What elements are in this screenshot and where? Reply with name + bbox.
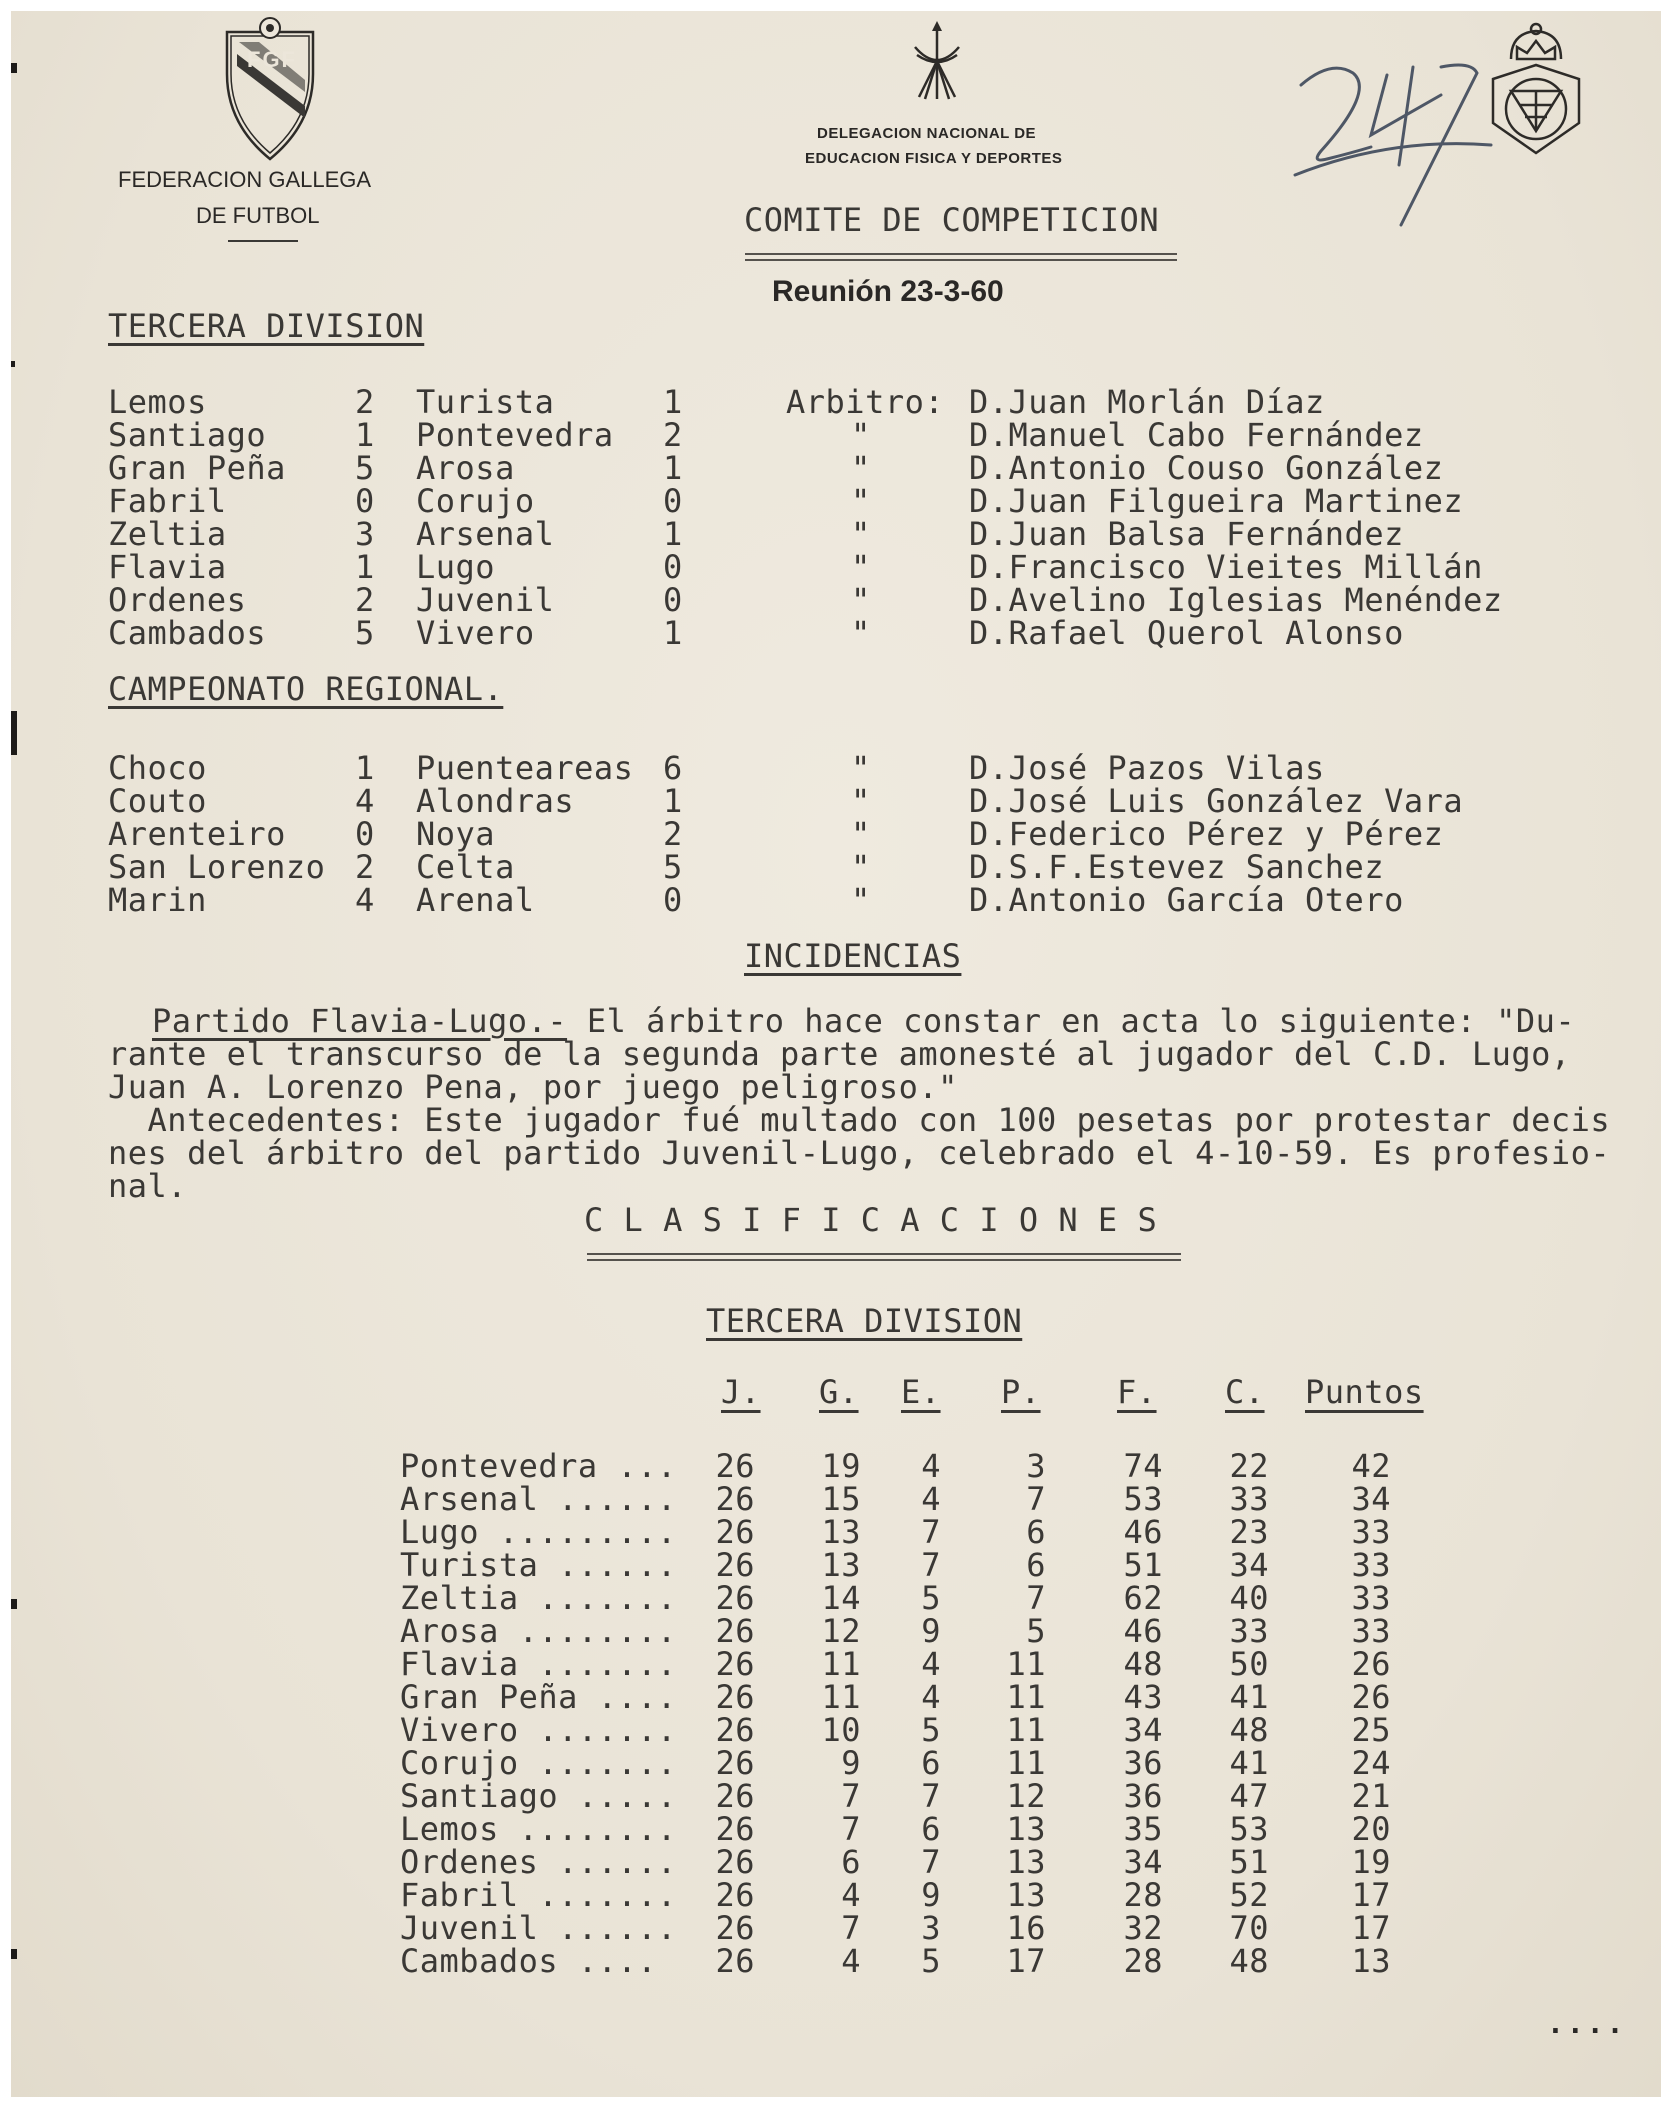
home-goals: 5 — [355, 449, 375, 487]
lost: 16 — [1006, 1909, 1046, 1947]
won: 9 — [841, 1744, 861, 1782]
goals-for: 48 — [1123, 1645, 1163, 1683]
goals-against: 70 — [1229, 1909, 1269, 1947]
home-team: Arenteiro — [108, 815, 286, 853]
drawn: 6 — [921, 1810, 941, 1848]
points: 13 — [1351, 1942, 1391, 1980]
incidencias-title: INCIDENCIAS — [744, 937, 962, 975]
lost: 13 — [1006, 1876, 1046, 1914]
goals-against: 51 — [1229, 1843, 1269, 1881]
lost: 17 — [1006, 1942, 1046, 1980]
referee-label: " — [851, 749, 871, 787]
points: 17 — [1351, 1876, 1391, 1914]
lost: 3 — [1026, 1447, 1046, 1485]
referee-name: D.Juan Balsa Fernández — [969, 515, 1404, 553]
goals-against: 50 — [1229, 1645, 1269, 1683]
federation-name-line-2: DE FUTBOL — [196, 203, 320, 228]
home-goals: 3 — [355, 515, 375, 553]
goals-against: 53 — [1229, 1810, 1269, 1848]
points: 25 — [1351, 1711, 1391, 1749]
referee-label: " — [851, 548, 871, 586]
home-team: Cambados — [108, 614, 267, 652]
lost: 12 — [1006, 1777, 1046, 1815]
goals-for: 34 — [1123, 1711, 1163, 1749]
drawn: 3 — [921, 1909, 941, 1947]
played: 26 — [715, 1876, 755, 1914]
lost: 6 — [1026, 1513, 1046, 1551]
home-goals: 1 — [355, 548, 375, 586]
incidencias-line-6: nal. — [108, 1167, 188, 1205]
points: 33 — [1351, 1612, 1391, 1650]
goals-for: 36 — [1123, 1744, 1163, 1782]
away-goals: 5 — [663, 848, 683, 886]
referee-label: " — [851, 581, 871, 619]
won: 13 — [821, 1546, 861, 1584]
tercera-division-title: TERCERA DIVISION — [108, 307, 425, 345]
home-team: Gran Peña — [108, 449, 286, 487]
goals-for: 28 — [1123, 1942, 1163, 1980]
match-result-row — [11, 383, 1661, 421]
team-name: Ordenes ...... — [400, 1843, 677, 1881]
won: 19 — [821, 1447, 861, 1485]
drawn: 7 — [921, 1843, 941, 1881]
played: 26 — [715, 1810, 755, 1848]
played: 26 — [715, 1480, 755, 1518]
won: 11 — [821, 1645, 861, 1683]
referee-label: " — [851, 482, 871, 520]
away-team: Arosa — [416, 449, 515, 487]
campeonato-regional-title: CAMPEONATO REGIONAL. — [108, 670, 504, 708]
away-team: Arenal — [416, 881, 535, 919]
drawn: 4 — [921, 1447, 941, 1485]
referee-name: D.José Luis González Vara — [969, 782, 1464, 820]
won: 4 — [841, 1876, 861, 1914]
lost: 11 — [1006, 1645, 1046, 1683]
goals-against: 52 — [1229, 1876, 1269, 1914]
incidencias-match-label: Partido Flavia-Lugo.- — [152, 1002, 568, 1040]
match-result-row — [11, 749, 1661, 787]
team-name: Flavia ....... — [400, 1645, 677, 1683]
away-team: Corujo — [416, 482, 535, 520]
clasificaciones-title: C L A S I F I C A C I O N E S — [584, 1201, 1158, 1239]
won: 7 — [841, 1909, 861, 1947]
won: 13 — [821, 1513, 861, 1551]
goals-against: 48 — [1229, 1711, 1269, 1749]
goals-against: 41 — [1229, 1744, 1269, 1782]
header-puntos: Puntos — [1305, 1373, 1424, 1411]
goals-against: 47 — [1229, 1777, 1269, 1815]
drawn: 9 — [921, 1612, 941, 1650]
federation-name-line-1: FEDERACION GALLEGA — [118, 167, 372, 192]
standings-row — [11, 1612, 1661, 1650]
punch-mark — [11, 361, 15, 367]
drawn: 4 — [921, 1678, 941, 1716]
referee-label: " — [851, 848, 871, 886]
away-goals: 6 — [663, 749, 683, 787]
referee-name: D.Avelino Iglesias Menéndez — [969, 581, 1503, 619]
home-goals: 1 — [355, 749, 375, 787]
drawn: 4 — [921, 1645, 941, 1683]
lost: 11 — [1006, 1678, 1046, 1716]
away-team: Celta — [416, 848, 515, 886]
played: 26 — [715, 1546, 755, 1584]
away-goals: 1 — [663, 782, 683, 820]
team-name: Corujo ....... — [400, 1744, 677, 1782]
away-goals: 1 — [663, 383, 683, 421]
match-result-row — [11, 515, 1661, 553]
played: 26 — [715, 1777, 755, 1815]
standings-row — [11, 1876, 1661, 1914]
goals-against: 48 — [1229, 1942, 1269, 1980]
points: 17 — [1351, 1909, 1391, 1947]
match-result-row — [11, 782, 1661, 820]
standings-row — [11, 1678, 1661, 1716]
incidencias-paragraph — [108, 1002, 1676, 1205]
team-name: Arosa ........ — [400, 1612, 677, 1650]
points: 26 — [1351, 1645, 1391, 1683]
away-team: Noya — [416, 815, 496, 853]
goals-against: 34 — [1229, 1546, 1269, 1584]
goals-for: 46 — [1123, 1612, 1163, 1650]
yoke-and-arrows-emblem — [909, 21, 965, 101]
meeting-date: Reunión 23-3-60 — [772, 275, 1004, 308]
delegation-line-1: DELEGACION NACIONAL DE — [817, 125, 1037, 142]
lost: 13 — [1006, 1810, 1046, 1848]
drawn: 5 — [921, 1579, 941, 1617]
referee-label: " — [851, 515, 871, 553]
standings-row — [11, 1744, 1661, 1782]
referee-label: " — [851, 416, 871, 454]
home-team: Ordenes — [108, 581, 247, 619]
away-goals: 0 — [663, 482, 683, 520]
standings-row — [11, 1810, 1661, 1848]
referee-name: D.S.F.Estevez Sanchez — [969, 848, 1385, 886]
goals-for: 74 — [1123, 1447, 1163, 1485]
rfef-crest-emblem — [1481, 19, 1591, 169]
points: 21 — [1351, 1777, 1391, 1815]
referee-name: D.Juan Filgueira Martinez — [969, 482, 1464, 520]
goals-for: 62 — [1123, 1579, 1163, 1617]
home-team: Flavia — [108, 548, 227, 586]
lost: 7 — [1026, 1480, 1046, 1518]
match-result-row — [11, 482, 1661, 520]
standings-row — [11, 1843, 1661, 1881]
drawn: 7 — [921, 1777, 941, 1815]
home-team: Marin — [108, 881, 207, 919]
goals-for: 32 — [1123, 1909, 1163, 1947]
played: 26 — [715, 1513, 755, 1551]
away-team: Lugo — [416, 548, 496, 586]
away-team: Turista — [416, 383, 555, 421]
drawn: 7 — [921, 1513, 941, 1551]
goals-against: 40 — [1229, 1579, 1269, 1617]
goals-for: 36 — [1123, 1777, 1163, 1815]
federation-divider — [228, 240, 298, 242]
standings-row — [11, 1579, 1661, 1617]
home-goals: 0 — [355, 815, 375, 853]
team-name: Pontevedra ... — [400, 1447, 677, 1485]
away-team: Alondras — [416, 782, 575, 820]
header-c: C. — [1225, 1373, 1265, 1411]
referee-name: D.Antonio Couso González — [969, 449, 1444, 487]
match-result-row — [11, 815, 1661, 853]
document-page — [11, 11, 1661, 2097]
incidencias-line-3: Juan A. Lorenzo Pena, por juego peligroso." — [108, 1068, 958, 1106]
team-name: Vivero ....... — [400, 1711, 677, 1749]
goals-for: 43 — [1123, 1678, 1163, 1716]
away-team: Pontevedra — [416, 416, 614, 454]
clasificaciones-double-rule — [587, 1253, 1181, 1255]
away-team: Puenteareas — [416, 749, 634, 787]
drawn: 5 — [921, 1711, 941, 1749]
referee-name: D.Federico Pérez y Pérez — [969, 815, 1444, 853]
team-name: Zeltia ....... — [400, 1579, 677, 1617]
won: 6 — [841, 1843, 861, 1881]
away-goals: 1 — [663, 449, 683, 487]
won: 11 — [821, 1678, 861, 1716]
team-name: Santiago ..... — [400, 1777, 677, 1815]
points: 26 — [1351, 1678, 1391, 1716]
home-goals: 1 — [355, 416, 375, 454]
standings-header-row — [11, 1373, 1661, 1411]
match-result-row — [11, 614, 1661, 652]
standings-subtitle: TERCERA DIVISION — [706, 1302, 1023, 1340]
header-e: E. — [901, 1373, 941, 1411]
standings-row — [11, 1777, 1661, 1815]
match-result-row — [11, 449, 1661, 487]
incidencias-line-4: Antecedentes: Este jugador fué multado con 100 pesetas por protestar decis — [108, 1101, 1611, 1139]
drawn: 7 — [921, 1546, 941, 1584]
federation-shield-letters: FGF — [247, 47, 297, 72]
drawn: 5 — [921, 1942, 941, 1980]
played: 26 — [715, 1645, 755, 1683]
team-name: Juvenil ...... — [400, 1909, 677, 1947]
goals-against: 23 — [1229, 1513, 1269, 1551]
won: 7 — [841, 1777, 861, 1815]
match-result-row — [11, 581, 1661, 619]
away-team: Juvenil — [416, 581, 555, 619]
match-result-row — [11, 881, 1661, 919]
committee-double-rule — [745, 253, 1177, 255]
standings-row — [11, 1447, 1661, 1485]
home-goals: 4 — [355, 881, 375, 919]
standings-row — [11, 1546, 1661, 1584]
referee-label: " — [851, 449, 871, 487]
played: 26 — [715, 1744, 755, 1782]
lost: 11 — [1006, 1744, 1046, 1782]
away-goals: 0 — [663, 548, 683, 586]
played: 26 — [715, 1843, 755, 1881]
standings-row — [11, 1513, 1661, 1551]
away-goals: 2 — [663, 416, 683, 454]
won: 10 — [821, 1711, 861, 1749]
points: 19 — [1351, 1843, 1391, 1881]
drawn: 4 — [921, 1480, 941, 1518]
referee-name: D.Antonio García Otero — [969, 881, 1404, 919]
won: 14 — [821, 1579, 861, 1617]
home-goals: 4 — [355, 782, 375, 820]
team-name: Turista ...... — [400, 1546, 677, 1584]
header-g: G. — [819, 1373, 859, 1411]
referee-label: Arbitro: — [786, 383, 945, 421]
goals-for: 28 — [1123, 1876, 1163, 1914]
drawn: 9 — [921, 1876, 941, 1914]
standings-row — [11, 1942, 1661, 1980]
home-team: Santiago — [108, 416, 267, 454]
home-goals: 5 — [355, 614, 375, 652]
lost: 5 — [1026, 1612, 1046, 1650]
played: 26 — [715, 1579, 755, 1617]
standings-row — [11, 1480, 1661, 1518]
punch-mark — [11, 63, 17, 73]
team-name: Arsenal ...... — [400, 1480, 677, 1518]
won: 12 — [821, 1612, 861, 1650]
goals-against: 41 — [1229, 1678, 1269, 1716]
lost: 11 — [1006, 1711, 1046, 1749]
home-goals: 2 — [355, 581, 375, 619]
referee-label: " — [851, 782, 871, 820]
incidencias-line-2: rante el transcurso de la segunda parte amonesté al jugador del C.D. Lugo, — [108, 1035, 1571, 1073]
played: 26 — [715, 1711, 755, 1749]
handwritten-number-text — [1311, 91, 1315, 93]
points: 34 — [1351, 1480, 1391, 1518]
federation-shield-logo — [219, 14, 321, 164]
standings-row — [11, 1711, 1661, 1749]
match-result-row — [11, 548, 1661, 586]
won: 15 — [821, 1480, 861, 1518]
standings-row — [11, 1645, 1661, 1683]
home-team: Couto — [108, 782, 207, 820]
played: 26 — [715, 1942, 755, 1980]
goals-against: 33 — [1229, 1480, 1269, 1518]
referee-label: " — [851, 815, 871, 853]
away-goals: 1 — [663, 614, 683, 652]
goals-against: 33 — [1229, 1612, 1269, 1650]
played: 26 — [715, 1447, 755, 1485]
team-name: Cambados .... — [400, 1942, 657, 1980]
standings-row — [11, 1909, 1661, 1947]
header-p: P. — [1001, 1373, 1041, 1411]
away-goals: 1 — [663, 515, 683, 553]
points: 33 — [1351, 1513, 1391, 1551]
referee-name: D.José Pazos Vilas — [969, 749, 1325, 787]
delegation-line-2: EDUCACION FISICA Y DEPORTES — [805, 150, 1063, 167]
won: 4 — [841, 1942, 861, 1980]
home-goals: 2 — [355, 848, 375, 886]
goals-for: 53 — [1123, 1480, 1163, 1518]
played: 26 — [715, 1612, 755, 1650]
home-team: Zeltia — [108, 515, 227, 553]
away-goals: 0 — [663, 581, 683, 619]
match-result-row — [11, 848, 1661, 886]
home-team: Fabril — [108, 482, 227, 520]
home-team: Lemos — [108, 383, 207, 421]
goals-for: 35 — [1123, 1810, 1163, 1848]
home-goals: 2 — [355, 383, 375, 421]
team-name: Lemos ........ — [400, 1810, 677, 1848]
home-team: Choco — [108, 749, 207, 787]
away-goals: 2 — [663, 815, 683, 853]
home-team: San Lorenzo — [108, 848, 326, 886]
lost: 13 — [1006, 1843, 1046, 1881]
points: 20 — [1351, 1810, 1391, 1848]
team-name: Lugo ......... — [400, 1513, 677, 1551]
team-name: Fabril ....... — [400, 1876, 677, 1914]
lost: 6 — [1026, 1546, 1046, 1584]
incidencias-line-1 — [108, 1002, 1676, 1040]
away-team: Vivero — [416, 614, 535, 652]
points: 24 — [1351, 1744, 1391, 1782]
incidencias-line-1-text: El árbitro hace constar en acta lo siguiente: "Du- — [567, 1002, 1576, 1040]
incidencias-line-5: nes del árbitro del partido Juvenil-Lugo, celebrado el 4-10-59. Es profesio- — [108, 1134, 1611, 1172]
committee-title: COMITE DE COMPETICION — [744, 201, 1160, 239]
goals-for: 46 — [1123, 1513, 1163, 1551]
drawn: 6 — [921, 1744, 941, 1782]
referee-name: D.Francisco Vieites Millán — [969, 548, 1483, 586]
goals-for: 51 — [1123, 1546, 1163, 1584]
referee-name: D.Rafael Querol Alonso — [969, 614, 1404, 652]
referee-label: " — [851, 881, 871, 919]
points: 33 — [1351, 1546, 1391, 1584]
header-j: J. — [721, 1373, 761, 1411]
header-f: F. — [1117, 1373, 1157, 1411]
home-goals: 0 — [355, 482, 375, 520]
lost: 7 — [1026, 1579, 1046, 1617]
away-team: Arsenal — [416, 515, 555, 553]
played: 26 — [715, 1678, 755, 1716]
away-goals: 0 — [663, 881, 683, 919]
team-name: Gran Peña .... — [400, 1678, 677, 1716]
referee-name: D.Juan Morlán Díaz — [969, 383, 1325, 421]
points: 33 — [1351, 1579, 1391, 1617]
won: 7 — [841, 1810, 861, 1848]
referee-name: D.Manuel Cabo Fernández — [969, 416, 1424, 454]
played: 26 — [715, 1909, 755, 1947]
match-result-row — [11, 416, 1661, 454]
points: 42 — [1351, 1447, 1391, 1485]
goals-for: 34 — [1123, 1843, 1163, 1881]
goals-against: 22 — [1229, 1447, 1269, 1485]
referee-label: " — [851, 614, 871, 652]
handwritten-number-247 — [1291, 55, 1511, 245]
continuation-dots: .... — [1547, 2007, 1627, 2040]
